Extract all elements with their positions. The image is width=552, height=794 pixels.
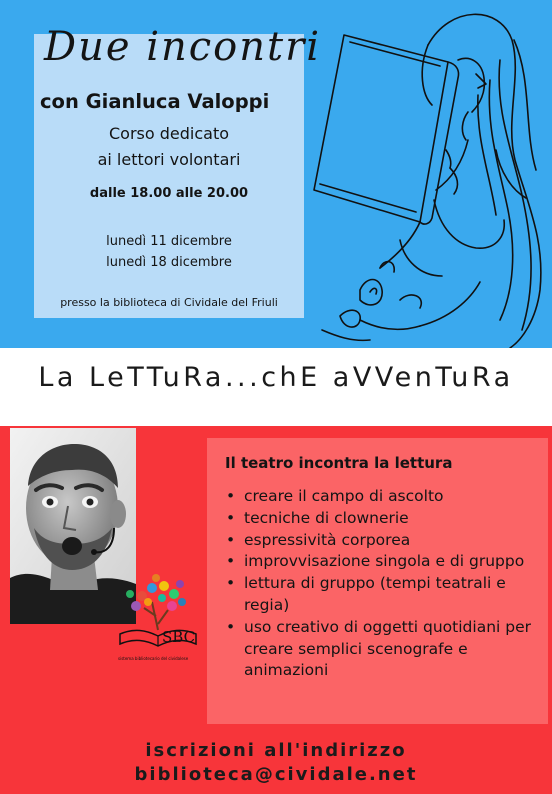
course-line-2: ai lettori volontari: [97, 150, 241, 169]
registration-line-1: iscrizioni all'indirizzo: [145, 740, 407, 761]
workshop-topics: [224, 486, 544, 682]
speaker-name: con Gianluca Valoppi: [40, 90, 270, 113]
logo-tagline: sistema bibliotecario del cividalese: [118, 656, 189, 661]
list-item: • lettura di gruppo (tempi teatrali e regia): [224, 573, 544, 617]
workshop-title: Il teatro incontra la lettura: [225, 454, 453, 472]
list-item: • improvvisazione singola e di gruppo: [224, 551, 544, 573]
logo-name: SBC: [162, 628, 196, 646]
event-date-2: lunedì 18 dicembre: [106, 255, 232, 270]
book-tree-logo: [112, 572, 208, 670]
list-item: • espressività corporea: [224, 530, 544, 552]
script-title: Due incontri: [44, 24, 322, 70]
event-date-1: lunedì 11 dicembre: [106, 234, 232, 249]
event-venue: presso la biblioteca di Cividale del Friuli: [60, 296, 278, 309]
list-item: • uso creativo di oggetti quotidiani per creare semplici scenografe e animazioni: [224, 617, 544, 682]
list-item: • tecniche di clownerie: [224, 508, 544, 530]
headline: La LeTTuRa...chE aVVenTuRa: [38, 362, 514, 393]
registration-email[interactable]: biblioteca@cividale.net: [134, 764, 418, 785]
event-hours: dalle 18.00 alle 20.00: [89, 186, 249, 201]
event-info-card: [34, 34, 304, 318]
list-item: • creare il campo di ascolto: [224, 486, 544, 508]
course-line-1: Corso dedicato: [108, 124, 229, 143]
reading-woman-illustration: [300, 0, 552, 348]
